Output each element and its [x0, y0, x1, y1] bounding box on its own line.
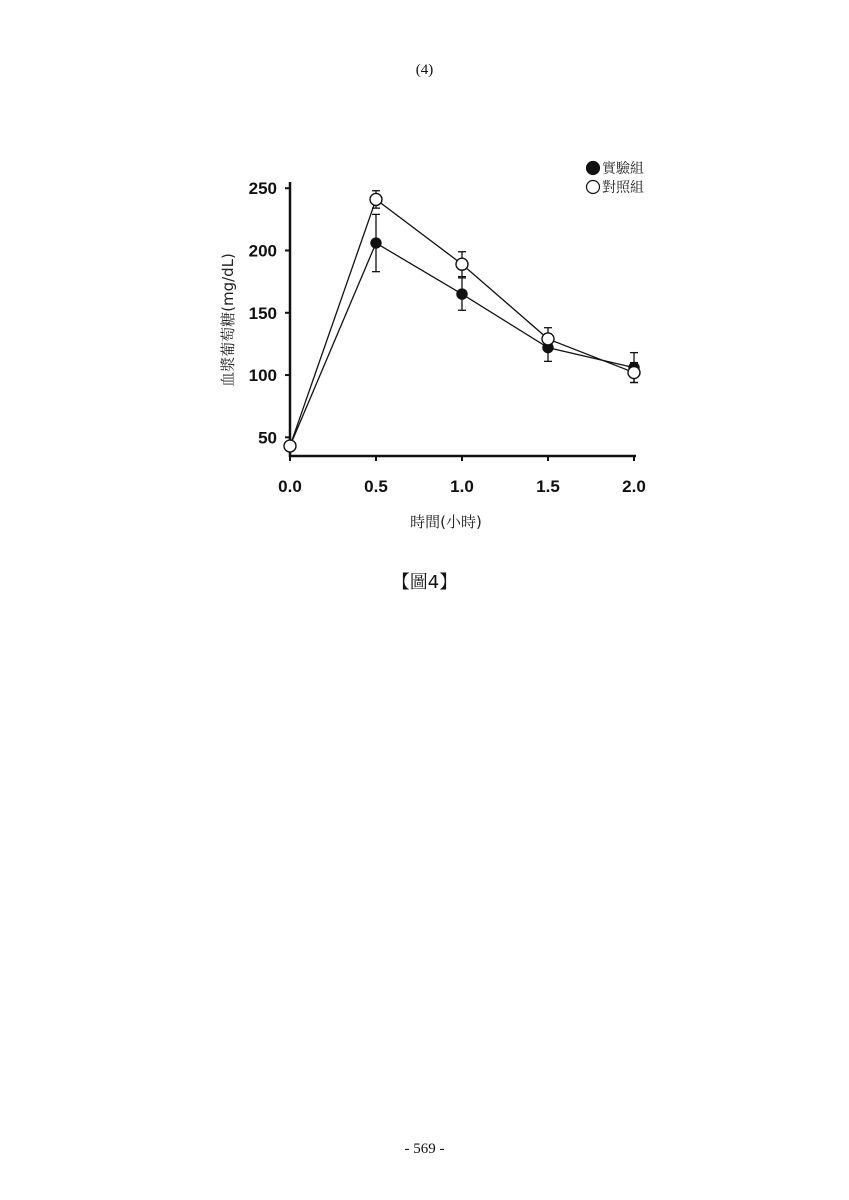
page-number: - 569 -: [404, 1141, 445, 1157]
y-tick-label: 50: [258, 428, 277, 448]
y-tick-label: 200: [248, 241, 277, 261]
data-point-series-2: [542, 333, 554, 345]
x-tick-label: 2.0: [622, 477, 646, 496]
page-header: (4): [415, 62, 434, 78]
x-tick-label: 0.0: [278, 477, 302, 496]
plasma-glucose-line-chart: [0, 0, 849, 560]
data-point-series-1: [371, 238, 381, 248]
x-axis-title: 時間(小時): [410, 513, 482, 531]
legend-label-2: 對照組: [602, 180, 644, 196]
series-layer: [284, 191, 640, 452]
y-tick-label: 100: [248, 366, 277, 386]
legend-label-1: 實驗組: [602, 161, 644, 177]
legend-marker-1: [587, 162, 600, 175]
legend: [587, 161, 645, 196]
y-axis-title: 血漿葡萄糖(mg/dL): [219, 253, 237, 387]
legend-marker-2: [587, 181, 600, 194]
figure-caption: 【圖4】: [391, 572, 458, 593]
y-tick-label: 150: [248, 303, 277, 323]
x-tick-label: 1.0: [450, 477, 474, 496]
data-point-series-2: [456, 258, 468, 270]
x-tick-label: 1.5: [536, 477, 560, 496]
data-point-series-2: [370, 193, 382, 205]
y-tick-label: 250: [248, 179, 277, 199]
x-tick-label: 0.5: [364, 477, 388, 496]
data-point-series-2: [284, 440, 296, 452]
data-point-series-1: [457, 289, 467, 299]
data-point-series-2: [628, 367, 640, 379]
